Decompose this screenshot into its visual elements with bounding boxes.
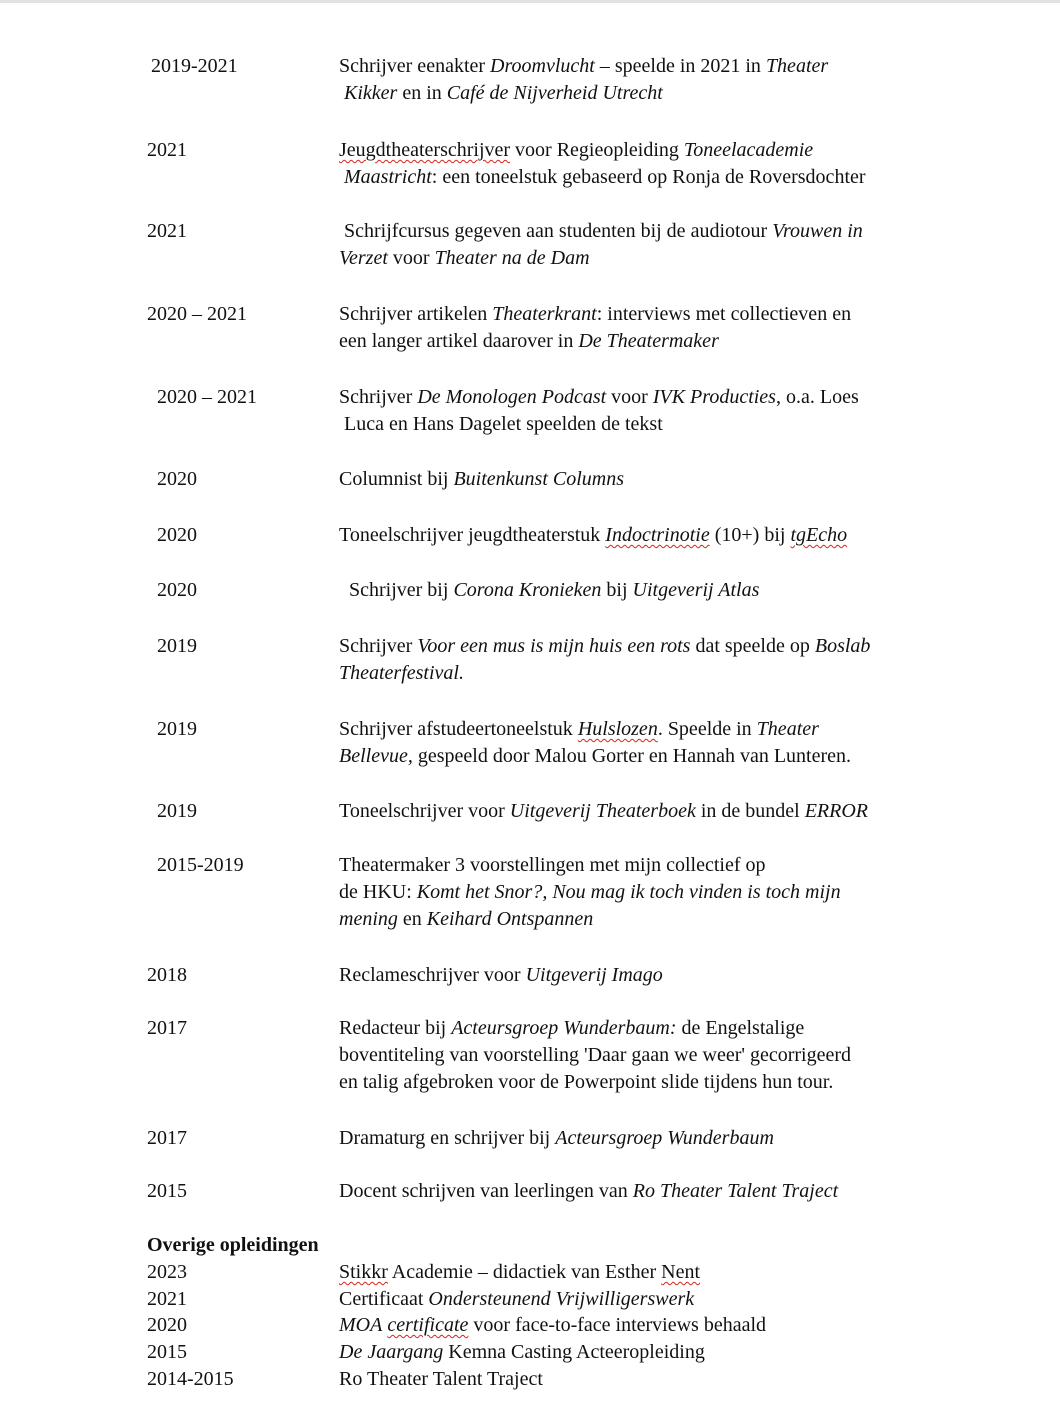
- description-line: [339, 53, 939, 80]
- description-line: [339, 743, 939, 770]
- text-run: de HKU:: [339, 881, 417, 903]
- description-line: [339, 1178, 939, 1205]
- italic-text: Ondersteunend Vrijwilligerswerk: [428, 1288, 695, 1310]
- entry-description: [339, 716, 939, 770]
- text-run: Kemna Casting Acteeropleiding: [443, 1341, 705, 1363]
- education-description: [339, 1286, 694, 1313]
- text-run: Schrijver artikelen: [339, 303, 493, 325]
- text-run: Reclameschrijver voor: [339, 964, 526, 986]
- section-heading: Overige opleidingen: [147, 1234, 319, 1256]
- italic-text: Acteursgroep Wunderbaum: [555, 1127, 774, 1149]
- entry-description: [339, 798, 939, 825]
- italic-text: Ro Theater Talent Traject: [632, 1180, 839, 1202]
- text-run: Certificaat: [339, 1288, 429, 1310]
- italic-text: Theaterkrant: [492, 303, 597, 325]
- text-run: Columnist bij: [339, 468, 454, 490]
- text-run: Academie – didactiek van Esther: [387, 1261, 662, 1283]
- entry-description: [339, 218, 939, 272]
- description-line: [339, 906, 939, 933]
- spellcheck-underlined-word: Nent: [661, 1261, 701, 1283]
- description-line: [339, 411, 939, 438]
- entry-year: 2017: [147, 1127, 187, 1149]
- text-run: voor: [606, 386, 653, 408]
- text-run: Schrijver: [339, 386, 418, 408]
- education-description: [339, 1339, 705, 1366]
- description-line: [339, 218, 939, 245]
- spellcheck-underlined-word: Jeugdtheaterschrijver: [339, 139, 511, 161]
- description-line: [339, 328, 939, 355]
- italic-text: Corona Kronieken: [453, 579, 602, 601]
- education-year: 2021: [147, 1288, 187, 1310]
- text-run: voor: [387, 247, 435, 269]
- entry-description: [339, 633, 939, 687]
- italic-text: Droomvlucht: [490, 55, 595, 77]
- italic-text: mening: [339, 908, 398, 930]
- text-run: (10+) bij: [709, 524, 791, 546]
- text-run: Docent schrijven van leerlingen van: [339, 1180, 633, 1202]
- description-line: [339, 852, 939, 879]
- entry-description: [339, 577, 939, 604]
- italic-text: Theaterfestival.: [339, 662, 464, 684]
- italic-text: Kikker: [344, 82, 398, 104]
- entry-year: 2021: [147, 220, 187, 242]
- text-run: Schrijver bij: [339, 579, 454, 601]
- italic-text: Uitgeverij Theaterboek: [509, 800, 696, 822]
- text-run: Schrijver eenakter: [339, 55, 491, 77]
- text-run: Schrijver: [339, 635, 418, 657]
- entry-year: 2015-2019: [157, 854, 244, 876]
- text-run: boventiteling van voorstelling 'Daar gaan we weer' gecorrigeerd: [339, 1044, 852, 1066]
- description-line: [339, 137, 939, 164]
- italic-text: Vrouwen in: [772, 220, 863, 242]
- text-run: : een toneelstuk gebaseerd op Ronja de Roversdochter: [431, 166, 866, 188]
- text-run: een langer artikel daarover in: [339, 330, 579, 352]
- entry-year: 2020: [157, 468, 197, 490]
- text-run: Theatermaker 3 voorstellingen met mijn collectief op: [339, 854, 766, 876]
- text-run: . Speelde in: [657, 718, 757, 740]
- text-run: en in: [397, 82, 447, 104]
- italic-text: Uitgeverij Imago: [525, 964, 663, 986]
- entry-description: [339, 137, 939, 191]
- education-year: 2014-2015: [147, 1368, 234, 1390]
- text-run: Schrijver afstudeertoneelstuk: [339, 718, 578, 740]
- entry-description: [339, 962, 939, 989]
- description-line: [339, 660, 939, 687]
- italic-text: Bellevue,: [339, 745, 413, 767]
- education-description: [339, 1312, 766, 1339]
- description-line: [339, 879, 939, 906]
- italic-text: ERROR: [804, 800, 869, 822]
- text-run: dat speelde op: [690, 635, 815, 657]
- description-line: [339, 1069, 939, 1096]
- italic-text: Buitenkunst Columns: [453, 468, 625, 490]
- description-line: [339, 384, 939, 411]
- description-line: [339, 962, 939, 989]
- education-year: 2023: [147, 1261, 187, 1283]
- italic-text: De Jaargang: [339, 1341, 444, 1363]
- italic-text: Theater: [765, 55, 829, 77]
- entry-description: [339, 1178, 939, 1205]
- italic-text: De Theatermaker: [578, 330, 719, 352]
- description-line: [339, 80, 939, 107]
- text-run: gespeeld door Malou Gorter en Hannah van Lunteren.: [412, 745, 852, 767]
- entry-description: [339, 1125, 939, 1152]
- text-run: voor face-to-face interviews behaald: [468, 1314, 767, 1336]
- entry-year: 2019-2021: [151, 55, 238, 77]
- description-line: [339, 1042, 939, 1069]
- text-run: Redacteur bij: [339, 1017, 452, 1039]
- description-line: [339, 1125, 939, 1152]
- italic-text: Komt het Snor?, Nou mag ik toch vinden is toch mijn: [416, 881, 841, 903]
- italic-text: Toneelacademie: [683, 139, 814, 161]
- education-description: [339, 1366, 543, 1393]
- entry-year: 2021: [147, 139, 187, 161]
- spellcheck-underlined-word: Stikkr: [339, 1261, 388, 1283]
- entry-year: 2020: [157, 579, 197, 601]
- italic-text: De Monologen Podcast: [417, 386, 607, 408]
- entry-year: 2020: [157, 524, 197, 546]
- description-line: [339, 164, 939, 191]
- italic-text: Café de Nijverheid Utrecht: [446, 82, 663, 104]
- description-line: [339, 798, 939, 825]
- text-run: Toneelschrijver voor: [339, 800, 510, 822]
- text-run: voor Regieopleiding: [510, 139, 684, 161]
- text-run: bij: [601, 579, 633, 601]
- education-year: 2020: [147, 1314, 187, 1336]
- text-run: Luca en Hans Dagelet speelden de tekst: [339, 413, 663, 435]
- entry-description: [339, 53, 939, 107]
- italic-text: Voor een mus is mijn huis een rots: [417, 635, 691, 657]
- italic-text: Maastricht: [344, 166, 432, 188]
- text-run: Ro Theater Talent Traject: [339, 1368, 543, 1390]
- italic-text: Theater na de Dam: [434, 247, 590, 269]
- description-line: [339, 1015, 939, 1042]
- description-line: [339, 301, 939, 328]
- entry-description: [339, 1015, 939, 1096]
- italic-text: IVK Producties: [652, 386, 776, 408]
- description-line: [339, 716, 939, 743]
- italic-text: MOA: [339, 1314, 383, 1336]
- entry-year: 2019: [157, 800, 197, 822]
- entry-year: 2017: [147, 1017, 187, 1039]
- entry-description: [339, 466, 939, 493]
- text-run: , o.a. Loes: [775, 386, 859, 408]
- entry-year: 2018: [147, 964, 187, 986]
- text-run: : interviews met collectieven en: [596, 303, 852, 325]
- spellcheck-underlined-word: Hulslozen: [577, 718, 658, 740]
- description-line: [339, 245, 939, 272]
- entry-year: 2019: [157, 718, 197, 740]
- spellcheck-underlined-word: Indoctrinotie: [605, 524, 710, 546]
- entry-year: 2020 – 2021: [157, 386, 257, 408]
- spellcheck-underlined-word: tgEcho: [790, 524, 848, 546]
- italic-text: Boslab: [814, 635, 871, 657]
- italic-text: Verzet: [339, 247, 388, 269]
- text-run: Dramaturg en schrijver bij: [339, 1127, 556, 1149]
- italic-text: Acteursgroep Wunderbaum:: [451, 1017, 677, 1039]
- text-run: en talig afgebroken voor de Powerpoint slide tijdens hun tour.: [339, 1071, 834, 1093]
- description-line: [339, 466, 939, 493]
- entry-year: 2020 – 2021: [147, 303, 247, 325]
- text-run: – speelde in 2021 in: [594, 55, 766, 77]
- text-run: Schrijfcursus gegeven aan studenten bij de audiotour: [339, 220, 773, 242]
- italic-text: Keihard Ontspannen: [426, 908, 594, 930]
- entry-description: [339, 384, 939, 438]
- education-description: [339, 1259, 700, 1286]
- text-run: de Engelstalige: [676, 1017, 805, 1039]
- entry-year: 2019: [157, 635, 197, 657]
- text-run: en: [397, 908, 427, 930]
- spellcheck-underlined-word: certificate: [387, 1314, 469, 1336]
- italic-text: Uitgeverij Atlas: [632, 579, 760, 601]
- entry-year: 2015: [147, 1180, 187, 1202]
- page-top-border: [0, 0, 1060, 3]
- entry-description: [339, 301, 939, 355]
- text-run: in de bundel: [695, 800, 805, 822]
- entry-description: [339, 852, 939, 933]
- entry-description: [339, 522, 939, 549]
- description-line: [339, 577, 939, 604]
- education-year: 2015: [147, 1341, 187, 1363]
- text-run: Toneelschrijver jeugdtheaterstuk: [339, 524, 606, 546]
- description-line: [339, 633, 939, 660]
- italic-text: Theater: [756, 718, 819, 740]
- description-line: [339, 522, 939, 549]
